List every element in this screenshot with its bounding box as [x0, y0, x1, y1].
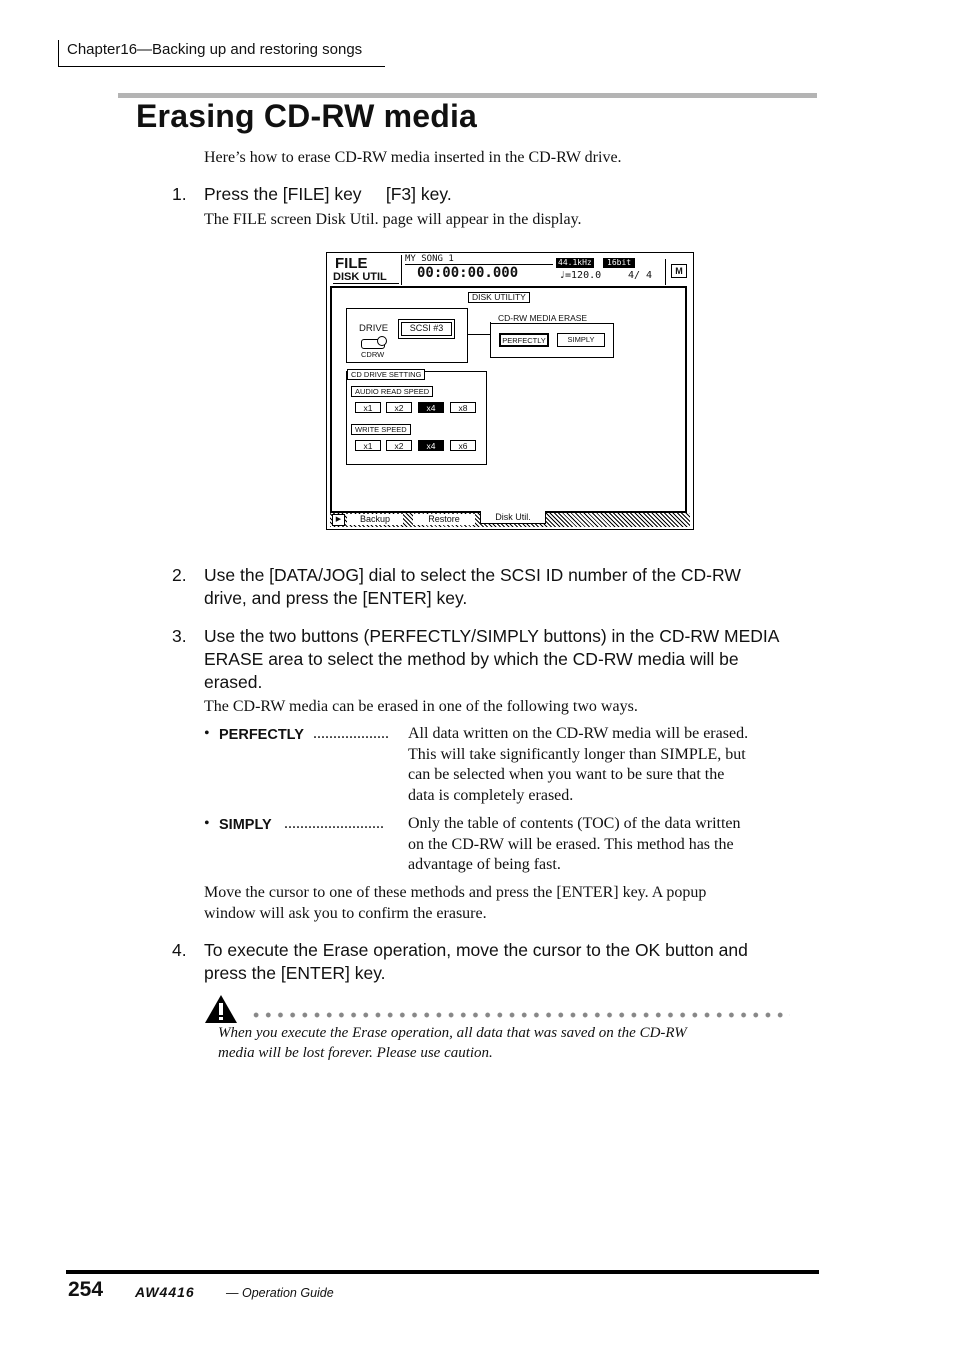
erase-box: [490, 323, 614, 358]
lcd-divider: [401, 255, 402, 285]
step-line: ERASE area to select the method by which the CD-RW media will be: [204, 649, 739, 669]
option-simply: [204, 814, 824, 878]
caution-line: When you execute the Erase operation, all data that was saved on the CD-RW: [218, 1025, 687, 1041]
step-2: [0, 564, 954, 612]
caution-line: media will be lost forever. Please use caution.: [218, 1044, 493, 1061]
description-line: data is completely erased.: [408, 786, 574, 804]
connector-line: [468, 334, 490, 335]
tab-backup[interactable]: Backup: [347, 514, 403, 525]
description-line: This will take significantly longer than SIMPLE, but: [408, 745, 746, 763]
lcd-screen: [326, 252, 694, 530]
lcd-page-name: DISK UTIL: [333, 271, 399, 284]
text-line: window will ask you to confirm the erasure.: [204, 904, 487, 922]
cd-drive-setting-box: [346, 371, 487, 465]
step-3-note: The CD-RW media can be erased in one of the following two ways.: [204, 698, 638, 715]
tab-restore[interactable]: Restore: [413, 514, 475, 525]
leader-dots: ...................: [313, 725, 389, 742]
step-number: 4.: [172, 940, 187, 960]
cdrw-label: CDRW: [361, 350, 385, 359]
step-number: 2.: [172, 565, 187, 585]
cd-drive-setting-label: CD DRIVE SETTING: [347, 369, 425, 380]
perfectly-button[interactable]: PERFECTLY: [499, 333, 549, 347]
step-text: [204, 625, 819, 694]
erase-label: CD-RW MEDIA ERASE: [498, 313, 588, 323]
step-line: drive, and press the [ENTER] key.: [204, 588, 468, 608]
step-line: Use the two buttons (PERFECTLY/SIMPLY buttons) in the CD-RW MEDIA: [204, 626, 780, 646]
step-1: [0, 183, 954, 207]
drive-box: [346, 308, 468, 363]
description-line: Only the table of contents (TOC) of the data written: [408, 815, 741, 832]
step-line: Use the [DATA/JOG] dial to select the SCSI ID number of the CD-RW: [204, 565, 741, 585]
write-speed-x2[interactable]: x2: [386, 440, 412, 451]
footer-rule: [66, 1270, 819, 1274]
product-logo: AW4416: [135, 1284, 195, 1300]
description-line: can be selected when you want to be sure that the: [408, 766, 725, 783]
play-icon[interactable]: ▶: [332, 514, 345, 526]
intro-text: Here’s how to erase CD-RW media inserted in the CD-RW drive.: [204, 149, 622, 166]
option-description: [408, 814, 828, 876]
lcd-song-name: MY SONG 1: [405, 254, 454, 264]
write-speed-x6[interactable]: x6: [450, 440, 476, 451]
step-text: [204, 939, 819, 985]
disk-utility-label: DISK UTILITY: [468, 292, 530, 303]
step-1-note: The FILE screen Disk Util. page will appear in the display.: [204, 211, 582, 228]
description-line: advantage of being fast.: [408, 856, 561, 873]
read-speed-x4[interactable]: x4: [418, 402, 444, 413]
simply-button[interactable]: SIMPLY: [557, 333, 605, 347]
audio-read-speed-label: AUDIO READ SPEED: [351, 386, 433, 397]
write-speed-x4[interactable]: x4: [418, 440, 444, 451]
option-name: PERFECTLY: [219, 727, 304, 743]
step-4: [0, 939, 954, 987]
step-number: 1.: [172, 184, 187, 204]
after-options-text: [204, 883, 819, 924]
drive-label: DRIVE: [359, 323, 389, 334]
lcd-screen-name: FILE: [335, 255, 368, 272]
lcd-bit-depth: 16bit: [603, 258, 635, 268]
bullet: •: [204, 815, 210, 832]
leader-dots: .........................: [284, 815, 384, 832]
read-speed-x1[interactable]: x1: [355, 402, 381, 413]
disc-icon: [377, 336, 387, 346]
caution-dotted-rule: [250, 1012, 790, 1018]
page-title: Erasing CD-RW media: [136, 98, 478, 134]
step-text: Press the [FILE] key [F3] key.: [204, 184, 452, 204]
step-text: [204, 564, 819, 610]
option-name: SIMPLY: [219, 817, 272, 833]
step-number: 3.: [172, 626, 187, 646]
option-description: [408, 724, 828, 806]
write-speed-x1[interactable]: x1: [355, 440, 381, 451]
lcd-page-area: [330, 286, 687, 513]
lcd-tempo: ♩=120.0: [559, 270, 602, 281]
lcd-divider: [665, 259, 666, 285]
step-3: [0, 625, 954, 695]
page-number: 254: [68, 1278, 104, 1301]
drive-value: SCSI #3: [401, 322, 452, 336]
read-speed-x2[interactable]: x2: [386, 402, 412, 413]
tab-disk-util[interactable]: Disk Util.: [480, 511, 546, 524]
lcd-time: 00:00:00.000: [417, 265, 519, 281]
caution-text: [218, 1024, 687, 1063]
description-line: All data written on the CD-RW media will be erased.: [408, 725, 749, 742]
lcd-song-underline: [405, 264, 553, 265]
bullet: •: [204, 725, 210, 742]
footer-guide-text: — Operation Guide: [226, 1286, 334, 1300]
warning-icon: [204, 994, 238, 1024]
step-line: To execute the Erase operation, move the cursor to the OK button and: [204, 940, 748, 960]
step-line: press the [ENTER] key.: [204, 963, 386, 983]
text-line: Move the cursor to one of these methods and press the [ENTER] key. A popup: [204, 884, 707, 901]
description-line: on the CD-RW will be erased. This method has the: [408, 835, 734, 853]
drive-select[interactable]: [398, 319, 455, 339]
m-icon: M: [671, 264, 687, 278]
chapter-header: [58, 40, 385, 67]
read-speed-x8[interactable]: x8: [450, 402, 476, 413]
write-speed-label: WRITE SPEED: [351, 424, 411, 435]
lcd-sample-rate: 44.1kHz: [558, 258, 592, 267]
step-line: erased.: [204, 672, 263, 692]
chapter-title: Chapter16—Backing up and restoring songs: [67, 41, 363, 58]
option-perfectly: [204, 724, 824, 808]
lcd-meter: 4/ 4: [628, 270, 653, 281]
